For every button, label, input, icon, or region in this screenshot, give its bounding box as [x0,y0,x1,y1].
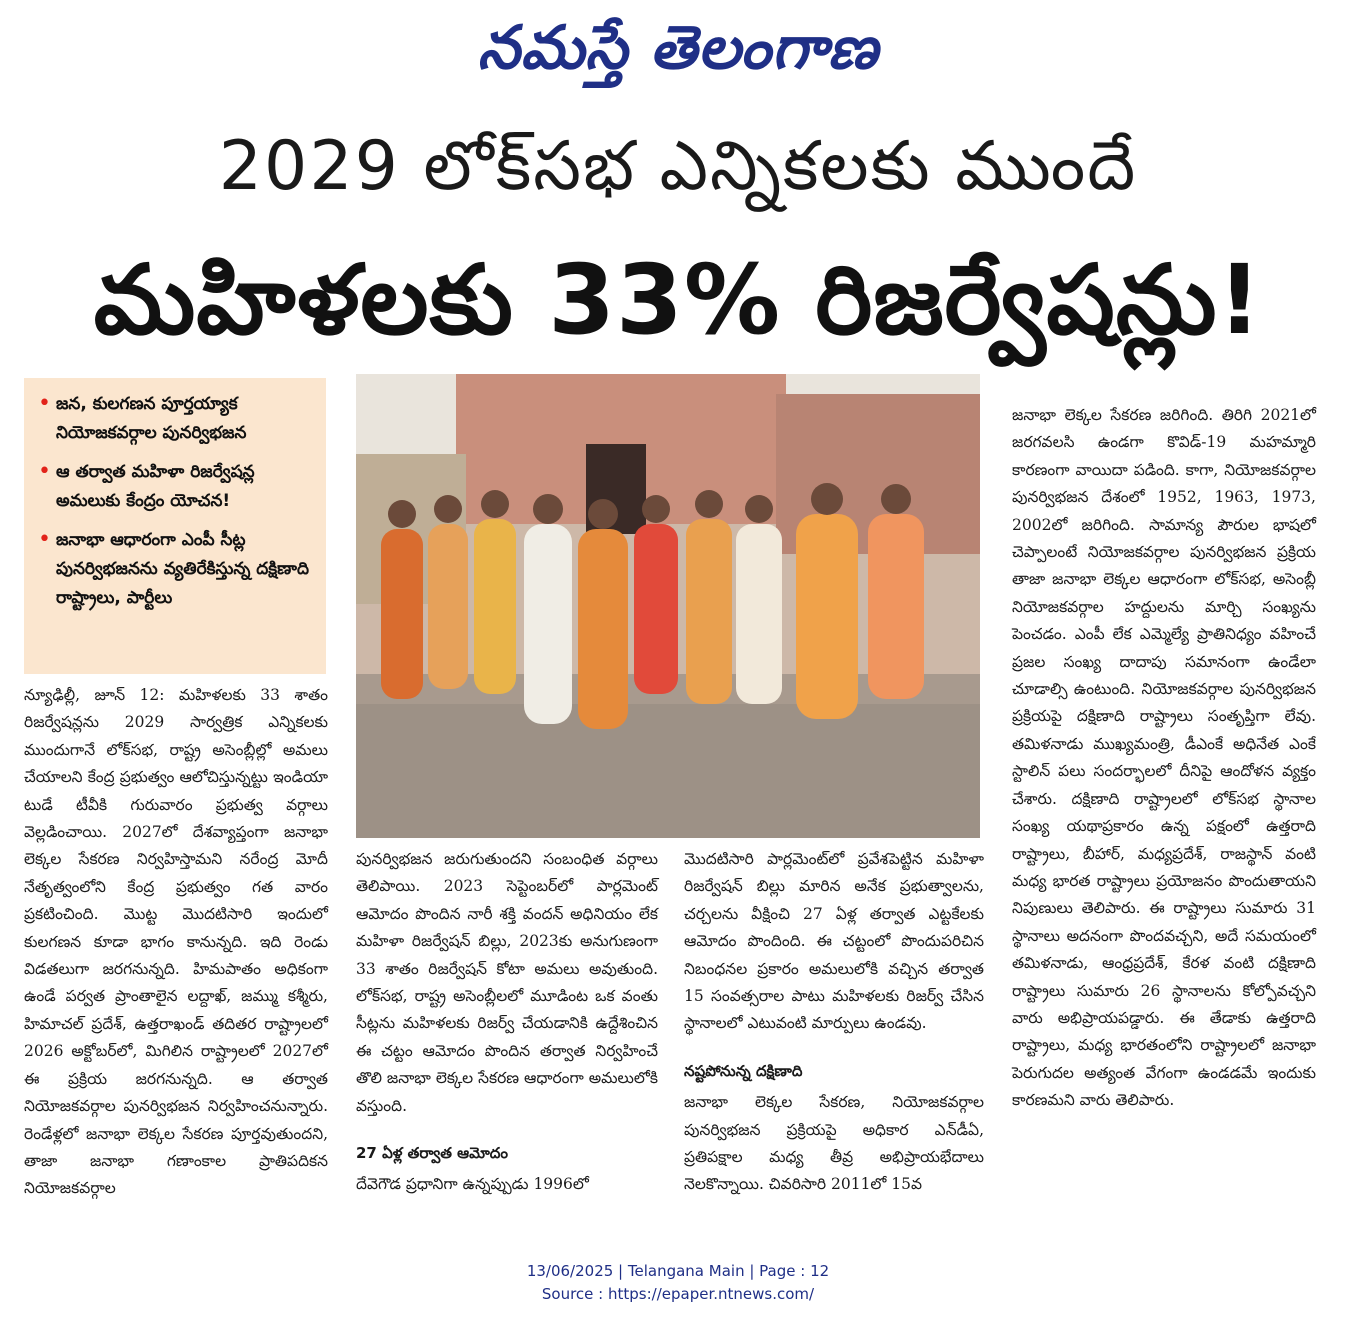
body-text: పునర్విభజన జరుగుతుందని సంబంధిత వర్గాలు తెలిపాయి. 2023 సెప్టెంబర్‌లో పార్లమెంట్ ఆమోదం పొందిన నారీ శక్తి వందన్ అధినియం లేక మహిళా రిజర్వేషన్ బిల్లు, 2023కు అనుగుణంగా 33 శాతం రిజర్వేషన్ కోటా అమలు అవుతుంది. లోక్‌సభ, రాష్ట్ర అసెంబ్లీలలో మూడింట ఒక వంతు సీట్లను మహిళలకు రిజర్వ్ చేయడానికి ఉద్దేశించిన ఈ చట్టం ఆమోదం పొందిన తర్వాత నిర్వహించే తొలి జనాభా లెక్కల సేకరణ ఆధారంగా అమలులోకి వస్తుంది. [356,850,659,1115]
bullet-icon: • [38,459,51,484]
highlight-item [38,458,318,516]
body-text: న్యూఢిల్లీ, జూన్ 12: మహిళలకు 33 శాతం రిజర్వేషన్లను 2029 సార్వత్రిక ఎన్నికలకు ముందుగానే లోక్‌సభ, రాష్ట్ర అసెంబ్లీల్లో అమలు చేయాలని కేంద్ర ప్రభుత్వం ఆలోచిస్తున్నట్టు ఇండియా టుడే టీవీకి గురువారం ప్రభుత్వ వర్గాలు వెల్లడించాయి. 2027లో దేశవ్యాప్తంగా జనాభా లెక్కల సేకరణ నిర్వహిస్తామని నరేంద్ర మోదీ నేతృత్వంలోని కేంద్ర ప్రభుత్వం గత వారం ప్రకటించింది. మొట్ట మొదటిసారి ఇందులో కులగణన కూడా భాగం కానున్నది. ఇది రెండు విడతలుగా జరగనున్నది. హిమపాతం అధికంగా ఉండే పర్వత ప్రాంతాలైన లద్దాఖ్, జమ్ము కశ్మీరు, హిమాచల్ ప్రదేశ్, ఉత్తరాఖండ్ తదితర రాష్ట్రాలలో 2026 అక్టోబర్‌లో, మిగిలిన రాష్ట్రాలలో 2027లో ఈ ప్రక్రియ జరగనున్నది. ఆ తర్వాత నియోజకవర్గాల పునర్విభజన నిర్వహించనున్నారు. రెండేళ్లలో జనాభా లెక్కల సేకరణ పూర్తవుతుందని, తాజా జనాభా గణాంకాల ప్రాతిపదికన నియోజకవర్గాల [24,686,328,1198]
bullet-icon: • [38,391,51,416]
highlights-box [24,378,326,674]
bullet-icon: • [38,527,51,552]
body-text: జనాభా లెక్కల సేకరణ, నియోజకవర్గాల పునర్విభజన ప్రక్రియపై అధికార ఎన్‌డీఏ, ప్రతిపక్షాల మధ్య తీవ్ర అభిప్రాయభేదాలు నెలకొన్నాయి. చివరిసారి 2011లో 15వ [684,1093,984,1194]
body-text: దేవెగౌడ ప్రధానిగా ఉన్నప్పుడు 1996లో [356,1175,589,1194]
article-column-3 [684,846,984,1199]
body-text: మొదటిసారి పార్లమెంట్‌లో ప్రవేశపెట్టిన మహిళా రిజర్వేషన్ బిల్లు మారిన అనేక ప్రభుత్వాలను, చర్చలను వీక్షించి 27 ఏళ్ల తర్వాత ఎట్టకేలకు ఆమోదం పొందింది. ఈ చట్టంలో పొందుపరిచిన నిబంధనల ప్రకారం అమలులోకి వచ్చిన తర్వాత 15 సంవత్సరాల పాటు మహిళలకు రిజర్వ్ చేసిన స్థానాలలో ఎటువంటి మార్పులు ఉండవు. [684,850,984,1033]
newspaper-masthead: నమస్తే తెలంగాణ [477,13,879,83]
footer-edition-info: 13/06/2025 | Telangana Main | Page : 12 [526,1262,830,1280]
article-column-1 [24,682,328,1203]
page-footer [0,1260,1356,1306]
highlight-text: జన, కులగణన పూర్తయ్యాక నియోజకవర్గాల పునర్విభజన [56,394,247,443]
news-photo [356,374,980,838]
highlight-text: ఆ తర్వాత మహిళా రిజర్వేషన్ల అమలుకు కేంద్రం యోచన! [56,462,255,511]
section-subhead: నష్టపోనున్న దక్షిణాది [684,1061,803,1080]
article-headline: మహిళలకు 33% రిజర్వేషన్లు! [93,244,1263,356]
footer-source-link[interactable]: Source : https://epaper.ntnews.com/ [541,1285,815,1303]
article-kicker: 2029 లోక్‌సభ ఎన్నికలకు ముందే [218,127,1138,206]
highlight-item [38,526,318,613]
parliament-women-photo [356,374,980,838]
highlight-text: జనాభా ఆధారంగా ఎంపీ సీట్ల పునర్విభజనను వ్యతిరేకిస్తున్న దక్షిణాది రాష్ట్రాలు, పార్టీలు [56,530,309,608]
article-column-4 [1012,402,1316,1115]
highlight-item [38,390,318,448]
section-subhead: 27 ఏళ్ల తర్వాత ఆమోదం [356,1144,508,1163]
body-text: జనాభా లెక్కల సేకరణ జరిగింది. తిరిగి 2021లో జరగవలసి ఉండగా కొవిడ్-19 మహమ్మారి కారణంగా వాయిదా పడింది. కాగా, నియోజకవర్గాల పునర్విభజన దేశంలో 1952, 1963, 1973, 2002లో జరిగింది. సామాన్య పౌరుల భాషలో చెప్పాలంటే నియోజకవర్గాల పునర్విభజన ప్రక్రియ తాజా జనాభా లెక్కల ఆధారంగా లోక్‌సభ, అసెంబ్లీ నియోజకవర్గాల హద్దులను మార్చి సంఖ్యను పెంచడం. ఎంపీ లేక ఎమ్మెల్యే ప్రాతినిధ్యం వహించే ప్రజల సంఖ్య దాదాపు సమానంగా ఉండేలా చూడాల్సి ఉంటుంది. నియోజకవర్గాల పునర్విభజన ప్రక్రియపై దక్షిణాది రాష్ట్రాలు సంతృప్తిగా లేవు. తమిళనాడు ముఖ్యమంత్రి, డీఎంకే అధినేత ఎంకే స్టాలిన్ పలు సందర్భాలలో దీనిపై ఆందోళన వ్యక్తం చేశారు. దక్షిణాది రాష్ట్రాలలో లోక్‌సభ స్థానాల సంఖ్య యథాప్రకారం ఉన్న పక్షంలో ఉత్తరాది రాష్ట్రాలు, బీహార్, మధ్యప్రదేశ్, రాజస్థాన్ వంటి మధ్య భారత రాష్ట్రాలు ప్రయోజనం పొందుతాయని నిపుణులు తెలిపారు. ఈ రాష్ట్రాలు సుమారు 31 స్థానాలు అదనంగా పొందవచ్చని, అదే సమయంలో తమిళనాడు, ఆంధ్రప్రదేశ్, కేరళ వంటి దక్షిణాది రాష్ట్రాలు సుమారు 26 స్థానాలను కోల్పోవచ్చని వారు అభిప్రాయపడ్డారు. ఈ తేడాకు ఉత్తరాది రాష్ట్రాలు, మధ్య భారతంలోని రాష్ట్రాలలో జనాభా పెరుగుదల అత్యంత వేగంగా ఉండడమే ఇందుకు కారణమని వారు తెలిపారు. [1012,406,1316,1110]
article-column-2 [356,846,658,1199]
